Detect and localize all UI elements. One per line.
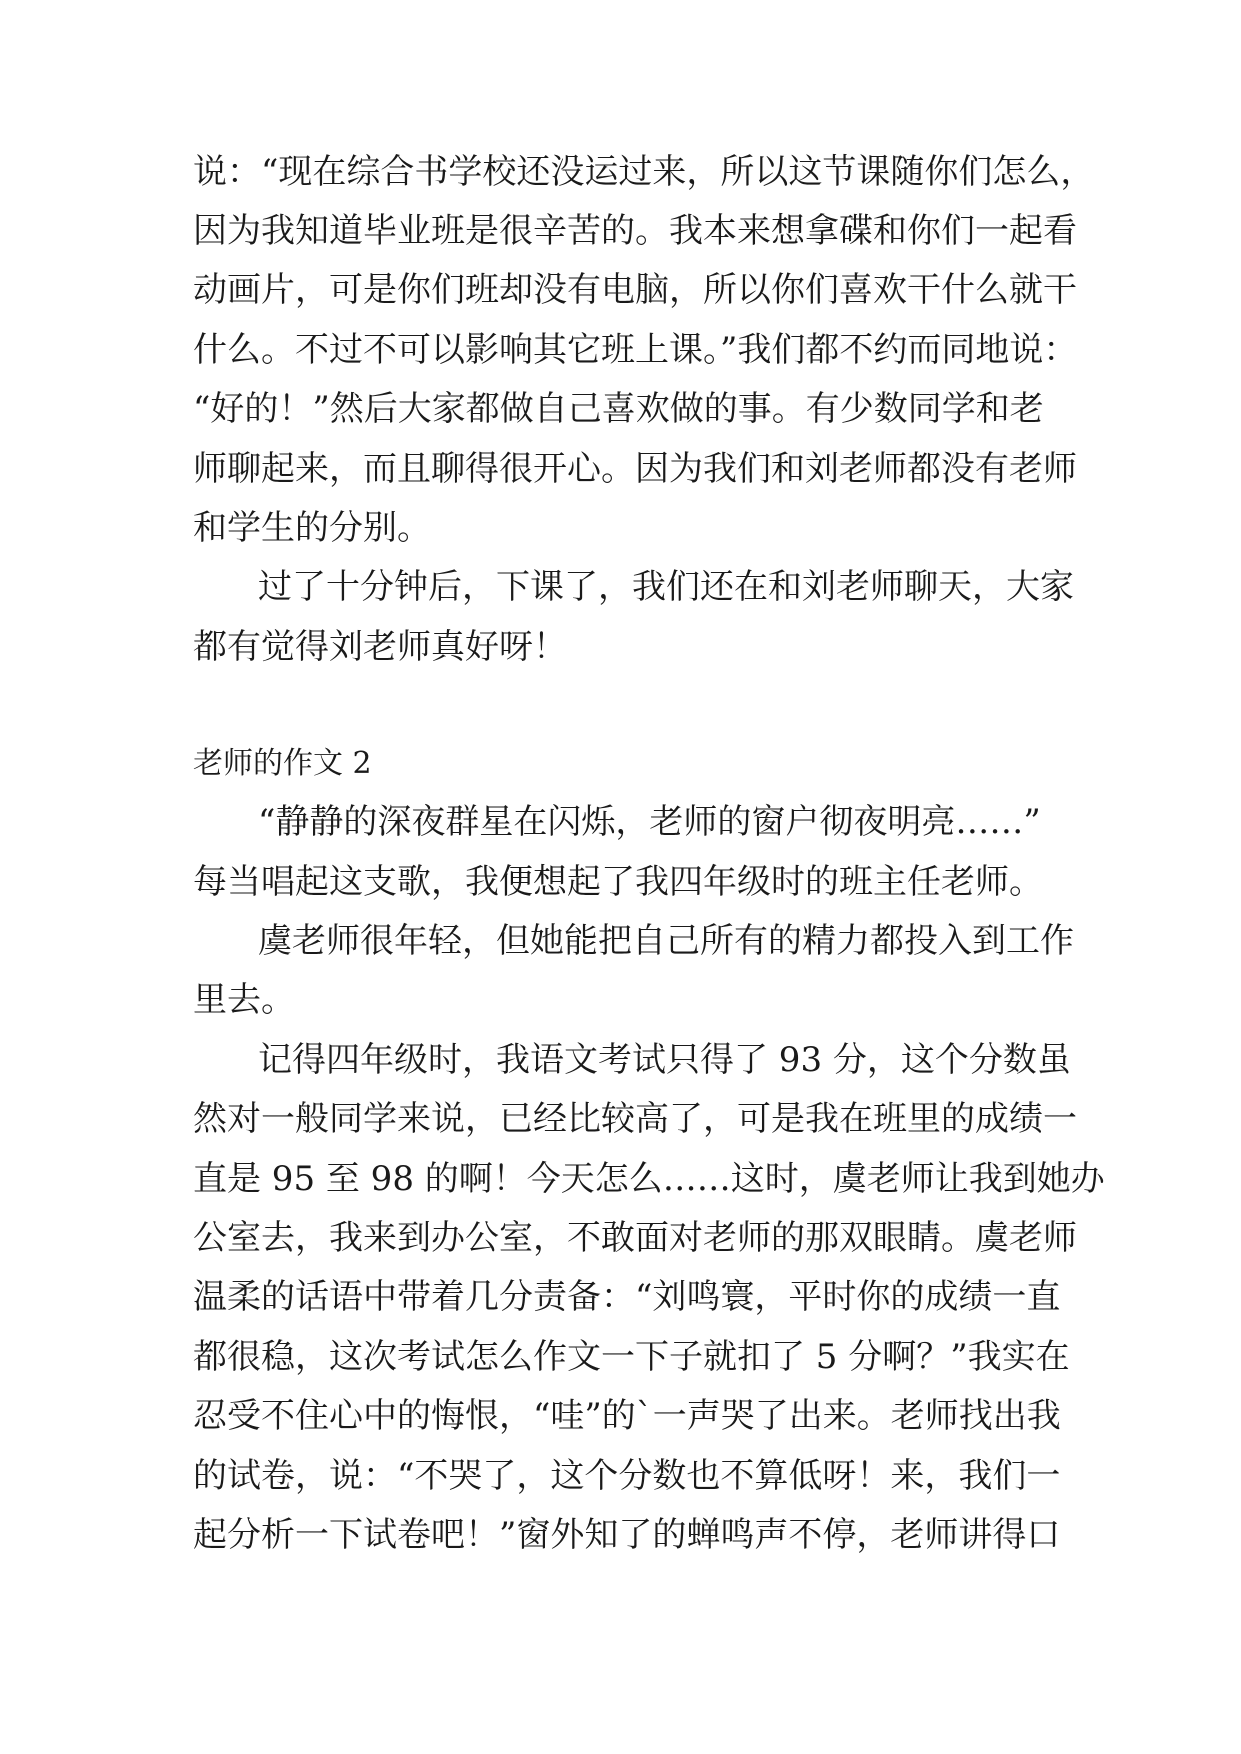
text-line: 动画片，可是你们班却没有电脑，所以你们喜欢干什么就干 [193, 270, 1077, 310]
text-line: 记得四年级时，我语文考试只得了 93 分，这个分数虽 [258, 1040, 1071, 1080]
text-line: 过了十分钟后，下课了，我们还在和刘老师聊天，大家 [258, 567, 1074, 607]
text-line: 虞老师很年轻，但她能把自己所有的精力都投入到工作 [258, 921, 1074, 961]
section-title: 老师的作文 2 [193, 746, 372, 781]
text-line: 公室去，我来到办公室，不敢面对老师的那双眼睛。虞老师 [193, 1218, 1077, 1258]
text-line: 什么。不过不可以影响其它班上课。”我们都不约而同地说： [193, 330, 1078, 370]
text-line: 温柔的话语中带着几分责备：“刘鸣寰，平时你的成绩一直 [193, 1277, 1061, 1317]
text-line: 师聊起来，而且聊得很开心。因为我们和刘老师都没有老师 [193, 449, 1077, 489]
text-line: 都有觉得刘老师真好呀！ [193, 627, 567, 667]
text-line: 直是 95 至 98 的啊！今天怎么……这时，虞老师让我到她办 [193, 1159, 1105, 1199]
text-line: 说：“现在综合书学校还没运过来，所以这节课随你们怎么， [193, 152, 1095, 192]
text-line: “静静的深夜群星在闪烁，老师的窗户彻夜明亮……” [258, 802, 1041, 842]
text-line: “好的！”然后大家都做自己喜欢做的事。有少数同学和老 [193, 389, 1044, 429]
text-line: 因为我知道毕业班是很辛苦的。我本来想拿碟和你们一起看 [193, 211, 1077, 251]
text-line: 里去。 [193, 980, 295, 1020]
text-line: 都很稳，这次考试怎么作文一下子就扣了 5 分啊？”我实在 [193, 1337, 1070, 1377]
text-line: 每当唱起这支歌，我便想起了我四年级时的班主任老师。 [193, 862, 1043, 902]
text-line: 和学生的分别。 [193, 508, 431, 548]
text-line: 的试卷，说：“不哭了，这个分数也不算低呀！来，我们一 [193, 1456, 1061, 1496]
text-line: 起分析一下试卷吧！”窗外知了的蝉鸣声不停，老师讲得口 [193, 1515, 1061, 1555]
text-line: 忍受不住心中的悔恨，“哇”的`一声哭了出来。老师找出我 [193, 1396, 1061, 1436]
text-line: 然对一般同学来说，已经比较高了，可是我在班里的成绩一 [193, 1099, 1077, 1139]
